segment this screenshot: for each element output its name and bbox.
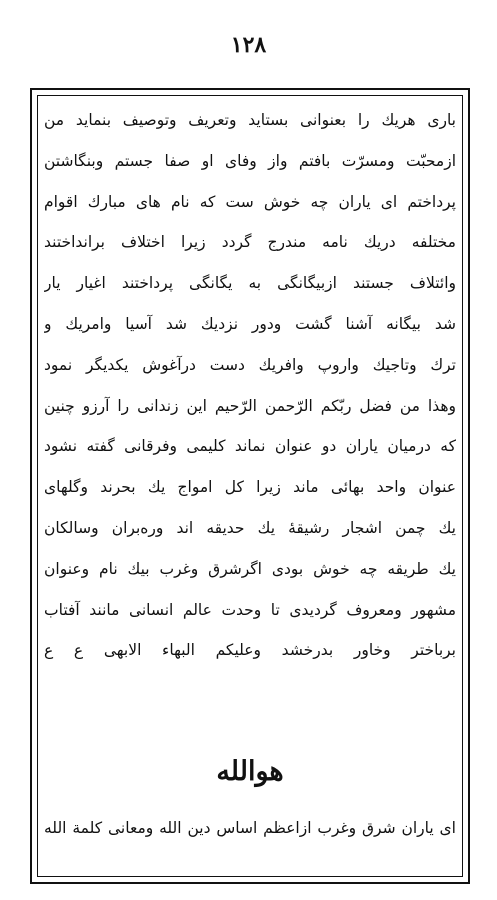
text-line: یك طریقه چه خوش بودی اگرشرق وغرب بیك نام وعنوان [44,559,456,578]
next-tablet-opening-line: ای یاران شرق وغرب ازاعظم اساس دین الله ومعانی کلمة الله [44,819,456,837]
text-line: ازمحبّت ومسرّت بافتم واز وفای او صفا جستم وبنگاشتن [44,151,456,170]
text-line: وائتلاف جستند ازبیگانگی به یگانگی پرداختند اغیار یار [44,274,456,293]
page-number: ۱۲۸ [230,32,267,58]
text-line: وهذا من فضل ربّکم الرّحمن الرّحیم این زندانی را آرزو چنین [44,396,456,415]
section-heading: هوالله [216,756,284,787]
text-line: یك چمن اشجار رشیقهٔ یك حدیقه اند وره‌بران وسالکان [44,518,456,537]
text-line-signature: برباختر وخاور بدرخشد وعلیکم البهاء الابهی ع ع [44,641,456,660]
text-line: شد بیگانه آشنا گشت ودور نزدیك شد آسیا وامریك و [44,314,456,333]
text-line: مختلفه دریك نامه مندرج گردد زیرا اختلاف برانداختند [44,233,456,252]
text-line: مشهور ومعروف گردیدی تا وحدت عالم انسانی مانند آفتاب [44,600,456,619]
text-line: که درمیان یاران دو عنوان نماند کلیمی وفرقانی گفته نشود [44,437,456,456]
text-line: ترك وتاجیك واروپ وافریك دست درآغوش یکدیگر نمود [44,355,456,374]
text-line: عنوان واحد بهائی ماند زیرا کل امواج یك بحرند وگلهای [44,478,456,497]
text-line: پرداختم ای یاران چه خوش ست که نام های مبارك اقوام [44,192,456,211]
text-line: باری هریك را بعنوانی بستاید وتعریف وتوصیف بنماید من [44,111,456,129]
tablet-body [44,100,456,671]
